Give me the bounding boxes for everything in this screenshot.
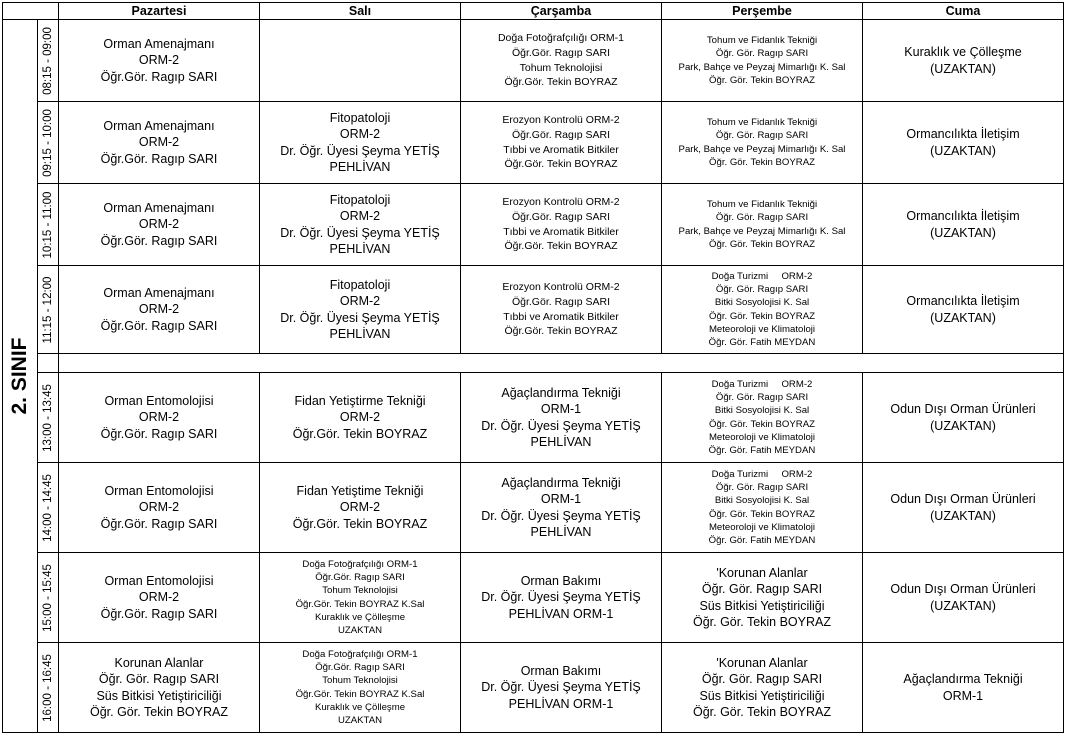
- class-line: Öğr.Gör. Ragıp SARI: [100, 516, 218, 531]
- class-line: ORM-2: [339, 127, 381, 141]
- class-line: Erozyon Kontrolü ORM-2: [502, 113, 620, 126]
- class-line: Fitopatoloji: [329, 277, 391, 292]
- class-cell: [662, 102, 863, 184]
- class-line: (UZAKTAN): [930, 225, 996, 240]
- class-line: 'Korunan Alanlar: [716, 565, 808, 580]
- class-line: Doğa Turizmi ORM-2: [711, 378, 813, 390]
- class-line: Öğr.Gör. Ragıp SARI: [100, 318, 218, 333]
- class-line: Fidan Yetiştime Tekniği: [296, 483, 424, 498]
- class-line: Ağaçlandırma Tekniği: [903, 672, 1023, 686]
- class-line: Tohum Teknolojisi: [322, 675, 398, 687]
- class-line: Öğr.Gör. Ragıp SARI: [315, 662, 405, 674]
- class-line: Öğr. Gör. Fatih MEYDAN: [708, 534, 816, 546]
- time-slot-cell: [38, 266, 59, 354]
- class-cell: [662, 553, 863, 643]
- class-line: Tıbbi ve Aromatik Bitkiler: [503, 225, 619, 238]
- time-slot-cell: [38, 184, 59, 266]
- class-line: PEHLİVAN: [329, 242, 391, 256]
- class-line: Meteoroloji ve Klimatoloji: [708, 431, 816, 443]
- schedule-row: [3, 184, 1064, 266]
- class-line: Orman Amenajmanı: [103, 118, 215, 133]
- class-line: (UZAKTAN): [930, 143, 996, 158]
- class-line: Öğr. Gör. Ragıp SARI: [715, 284, 809, 296]
- class-line: Doğa Fotoğrafçılığı ORM-1: [302, 648, 418, 660]
- class-line: Doğa Turizmi ORM-2: [711, 270, 813, 282]
- schedule-row: [3, 463, 1064, 553]
- class-line: Park, Bahçe ve Peyzaj Mimarlığı K. Sal: [678, 61, 846, 73]
- class-line: Öğr. Gör. Fatih MEYDAN: [708, 336, 816, 348]
- class-line: Öğr.Gör. Ragıp SARI: [511, 46, 611, 59]
- break-time-cell: [38, 354, 59, 373]
- class-line: (UZAKTAN): [930, 310, 996, 325]
- class-cell: [662, 373, 863, 463]
- class-cell: [260, 463, 461, 553]
- class-line: Doğa Fotoğrafçılığı ORM-1: [302, 558, 418, 570]
- class-cell: [863, 266, 1064, 354]
- class-line: UZAKTAN: [337, 714, 383, 726]
- class-line: ORM-2: [339, 500, 381, 515]
- class-line: Öğr. Gör. Tekin BOYRAZ: [89, 705, 228, 719]
- class-line: ORM-2: [138, 53, 180, 68]
- class-line: PEHLİVAN: [329, 327, 391, 341]
- class-line: Öğr. Gör. Tekin BOYRAZ: [709, 508, 815, 520]
- class-cell: [863, 643, 1064, 733]
- class-line: ORM-2: [138, 135, 180, 150]
- class-line: Bitki Sosyolojisi K. Sal: [714, 405, 810, 417]
- class-line: Ormancılıkta İletişim: [906, 294, 1020, 308]
- class-cell: [863, 463, 1064, 553]
- time-slot-label: 16:00 - 16:45: [42, 653, 54, 722]
- class-line: Dr. Öğr. Üyesi Şeyma YETİŞ: [280, 225, 440, 240]
- class-line: PEHLİVAN: [329, 160, 391, 174]
- class-line: Öğr.Gör. Ragıp SARI: [100, 151, 218, 166]
- header-corner: [3, 3, 59, 20]
- class-cell: [59, 643, 260, 733]
- class-line: Orman Bakımı: [520, 663, 602, 678]
- class-line: Orman Amenajmanı: [103, 285, 215, 300]
- class-line: PEHLİVAN ORM-1: [508, 696, 614, 711]
- class-cell: [863, 20, 1064, 102]
- class-line: Meteoroloji ve Klimatoloji: [708, 521, 816, 533]
- class-line: Öğr.Gör. Tekin BOYRAZ K.Sal: [295, 598, 425, 610]
- class-line: Tohum ve Fidanlık Tekniği: [706, 35, 818, 47]
- class-cell: [863, 553, 1064, 643]
- class-line: Dr. Öğr. Üyesi Şeyma YETİŞ: [280, 143, 440, 158]
- class-line: Park, Bahçe ve Peyzaj Mimarlığı K. Sal: [678, 143, 846, 155]
- class-cell: [461, 643, 662, 733]
- day-header-0: Pazartesi: [59, 3, 260, 20]
- class-line: Öğr.Gör. Tekin BOYRAZ K.Sal: [295, 688, 425, 700]
- class-line: (UZAKTAN): [930, 61, 996, 76]
- class-cell: [662, 184, 863, 266]
- class-line: (UZAKTAN): [930, 418, 996, 433]
- class-line: Öğr.Gör. Ragıp SARI: [100, 426, 218, 441]
- class-line: Ormancılıkta İletişim: [906, 127, 1020, 141]
- class-line: Orman Entomolojisi: [104, 393, 214, 408]
- class-line: Öğr. Gör. Fatih MEYDAN: [708, 444, 816, 456]
- header-row: [3, 3, 1064, 20]
- class-line: Fitopatoloji: [329, 192, 391, 207]
- class-line: Süs Bitkisi Yetiştiriciliği: [96, 688, 222, 703]
- class-line: Tohum Teknolojisi: [519, 61, 603, 74]
- class-line: ORM-2: [138, 410, 180, 425]
- class-cell: [863, 373, 1064, 463]
- time-slot-cell: [38, 553, 59, 643]
- grade-label: 2. SINIF: [8, 337, 31, 415]
- class-line: PEHLİVAN ORM-1: [508, 606, 614, 621]
- class-line: Fidan Yetiştirme Tekniği: [294, 393, 426, 408]
- class-line: Tohum Teknolojisi: [322, 585, 398, 597]
- schedule-row: [3, 553, 1064, 643]
- class-line: UZAKTAN: [337, 624, 383, 636]
- schedule-table: [2, 2, 1064, 733]
- class-line: ORM-2: [138, 217, 180, 232]
- class-line: Tohum ve Fidanlık Tekniği: [706, 199, 818, 211]
- class-cell: [260, 184, 461, 266]
- class-line: Doğa Fotoğrafçılığı ORM-1: [497, 31, 625, 44]
- class-line: Öğr. Gör. Ragıp SARI: [701, 672, 823, 686]
- class-cell: [59, 553, 260, 643]
- day-header-4: Cuma: [863, 3, 1064, 20]
- class-cell: [260, 643, 461, 733]
- time-slot-cell: [38, 20, 59, 102]
- class-line: Öğr.Gör. Ragıp SARI: [315, 572, 405, 584]
- class-line: Öğr. Gör. Ragıp SARI: [715, 130, 809, 142]
- class-line: Öğr. Gör. Ragıp SARI: [98, 672, 220, 686]
- class-line: Öğr.Gör. Ragıp SARI: [511, 295, 611, 308]
- class-line: Öğr. Gör. Tekin BOYRAZ: [709, 238, 815, 250]
- class-line: Öğr.Gör. Ragıp SARI: [511, 128, 611, 141]
- class-line: Odun Dışı Orman Ürünleri: [890, 582, 1036, 596]
- class-line: Fitopatoloji: [329, 110, 391, 125]
- class-line: ORM-2: [339, 410, 381, 425]
- time-slot-cell: [38, 643, 59, 733]
- class-line: Orman Entomolojisi: [104, 573, 214, 588]
- class-line: Kuraklık ve Çölleşme: [314, 611, 406, 623]
- class-cell: [461, 20, 662, 102]
- class-line: ORM-2: [339, 294, 381, 308]
- grade-label-cell: [3, 20, 38, 733]
- class-cell: [461, 373, 662, 463]
- class-line: Öğr.Gör. Tekin BOYRAZ: [292, 426, 428, 441]
- class-cell: [461, 463, 662, 553]
- class-line: Korunan Alanlar: [114, 655, 204, 670]
- day-header-2: Çarşamba: [461, 3, 662, 20]
- class-line: Dr. Öğr. Üyesi Şeyma YETİŞ: [481, 680, 641, 695]
- class-line: Dr. Öğr. Üyesi Şeyma YETİŞ: [280, 310, 440, 325]
- class-line: Bitki Sosyolojisi K. Sal: [714, 495, 810, 507]
- class-line: Öğr. Gör. Tekin BOYRAZ: [692, 615, 831, 629]
- class-cell: [260, 266, 461, 354]
- class-line: Orman Amenajmanı: [103, 36, 215, 51]
- class-line: Odun Dışı Orman Ürünleri: [890, 402, 1036, 416]
- class-line: (UZAKTAN): [930, 598, 996, 613]
- class-line: PEHLİVAN: [530, 525, 592, 539]
- class-cell: [59, 373, 260, 463]
- class-line: Öğr.Gör. Ragıp SARI: [511, 210, 611, 223]
- class-line: Meteoroloji ve Klimatoloji: [708, 323, 816, 335]
- class-line: Öğr.Gör. Tekin BOYRAZ: [504, 158, 618, 171]
- class-line: Dr. Öğr. Üyesi Şeyma YETİŞ: [481, 508, 641, 523]
- class-cell: [461, 553, 662, 643]
- class-line: Park, Bahçe ve Peyzaj Mimarlığı K. Sal: [678, 225, 846, 237]
- class-line: Öğr.Gör. Tekin BOYRAZ: [504, 325, 618, 338]
- class-cell: [260, 553, 461, 643]
- time-slot-cell: [38, 463, 59, 553]
- class-line: Orman Bakımı: [520, 573, 602, 588]
- time-slot-label: 10:15 - 11:00: [42, 191, 54, 258]
- class-line: ORM-2: [138, 302, 180, 317]
- class-line: Öğr.Gör. Ragıp SARI: [100, 233, 218, 248]
- class-line: Dr. Öğr. Üyesi Şeyma YETİŞ: [481, 418, 641, 433]
- class-line: Orman Entomolojisi: [104, 483, 214, 498]
- class-cell: [59, 266, 260, 354]
- class-line: Öğr. Gör. Tekin BOYRAZ: [709, 310, 815, 322]
- class-line: Öğr. Gör. Tekin BOYRAZ: [709, 74, 815, 86]
- class-line: Kuraklık ve Çölleşme: [314, 701, 406, 713]
- break-cell: [59, 354, 1064, 373]
- time-slot-cell: [38, 102, 59, 184]
- class-cell: [863, 184, 1064, 266]
- time-slot-cell: [38, 373, 59, 463]
- class-line: ORM-1: [942, 688, 984, 703]
- class-line: Öğr. Gör. Tekin BOYRAZ: [709, 156, 815, 168]
- class-cell: [461, 102, 662, 184]
- class-line: Tohum ve Fidanlık Tekniği: [706, 117, 818, 129]
- class-cell: [662, 266, 863, 354]
- class-line: Öğr.Gör. Tekin BOYRAZ: [504, 240, 618, 253]
- class-cell: [260, 20, 461, 102]
- class-line: Doğa Turizmi ORM-2: [711, 468, 813, 480]
- class-cell: [59, 184, 260, 266]
- class-line: Süs Bitkisi Yetiştiriciliği: [699, 598, 825, 613]
- lunch-break-row: [3, 354, 1064, 373]
- time-slot-label: 15:00 - 15:45: [42, 563, 54, 632]
- schedule-row: [3, 20, 1064, 102]
- class-line: Ağaçlandırma Tekniği: [501, 475, 621, 490]
- class-line: ORM-2: [138, 590, 180, 605]
- time-slot-label: 14:00 - 14:45: [42, 473, 54, 542]
- class-cell: [260, 102, 461, 184]
- class-cell: [59, 102, 260, 184]
- class-line: Öğr. Gör. Ragıp SARI: [701, 582, 823, 596]
- class-line: Tıbbi ve Aromatik Bitkiler: [503, 143, 619, 156]
- class-cell: [59, 463, 260, 553]
- class-line: Öğr.Gör. Ragıp SARI: [100, 69, 218, 84]
- class-line: Bitki Sosyolojisi K. Sal: [714, 297, 810, 309]
- class-line: Öğr. Gör. Ragıp SARI: [715, 48, 809, 60]
- class-line: Erozyon Kontrolü ORM-2: [502, 280, 620, 293]
- class-cell: [662, 20, 863, 102]
- class-line: Ormancılıkta İletişim: [906, 209, 1020, 223]
- class-line: (UZAKTAN): [930, 508, 996, 523]
- class-line: Öğr.Gör. Ragıp SARI: [100, 606, 218, 621]
- class-line: Öğr. Gör. Tekin BOYRAZ: [692, 705, 831, 719]
- class-cell: [260, 373, 461, 463]
- class-line: 'Korunan Alanlar: [716, 655, 808, 670]
- class-line: PEHLİVAN: [530, 435, 592, 449]
- class-line: Öğr. Gör. Ragıp SARI: [715, 482, 809, 494]
- schedule-row: [3, 102, 1064, 184]
- class-line: Öğr. Gör. Ragıp SARI: [715, 212, 809, 224]
- class-line: Öğr.Gör. Tekin BOYRAZ: [504, 76, 618, 89]
- schedule-row: [3, 643, 1064, 733]
- class-line: Tıbbi ve Aromatik Bitkiler: [503, 310, 619, 323]
- schedule-row: [3, 373, 1064, 463]
- time-slot-label: 08:15 - 09:00: [42, 26, 54, 95]
- class-line: ORM-1: [540, 492, 582, 506]
- class-cell: [59, 20, 260, 102]
- class-line: Dr. Öğr. Üyesi Şeyma YETİŞ: [481, 590, 641, 605]
- class-line: Kuraklık ve Çölleşme: [904, 45, 1022, 59]
- time-slot-label: 11:15 - 12:00: [42, 276, 54, 343]
- class-line: Odun Dışı Orman Ürünleri: [890, 492, 1036, 506]
- class-line: ORM-2: [138, 500, 180, 515]
- class-cell: [662, 463, 863, 553]
- class-line: Öğr. Gör. Ragıp SARI: [715, 392, 809, 404]
- day-header-1: Salı: [260, 3, 461, 20]
- class-line: ORM-1: [540, 402, 582, 416]
- schedule-row: [3, 266, 1064, 354]
- class-cell: [461, 266, 662, 354]
- class-line: Orman Amenajmanı: [103, 200, 215, 215]
- day-header-3: Perşembe: [662, 3, 863, 20]
- class-line: Erozyon Kontrolü ORM-2: [502, 195, 620, 208]
- class-line: Öğr.Gör. Tekin BOYRAZ: [292, 516, 428, 531]
- class-cell: [863, 102, 1064, 184]
- class-line: Süs Bitkisi Yetiştiriciliği: [699, 688, 825, 703]
- time-slot-label: 09:15 - 10:00: [42, 108, 54, 177]
- class-cell: [461, 184, 662, 266]
- class-cell: [662, 643, 863, 733]
- class-line: ORM-2: [339, 209, 381, 223]
- class-line: Öğr. Gör. Tekin BOYRAZ: [709, 418, 815, 430]
- class-line: Ağaçlandırma Tekniği: [501, 385, 621, 400]
- time-slot-label: 13:00 - 13:45: [42, 383, 54, 452]
